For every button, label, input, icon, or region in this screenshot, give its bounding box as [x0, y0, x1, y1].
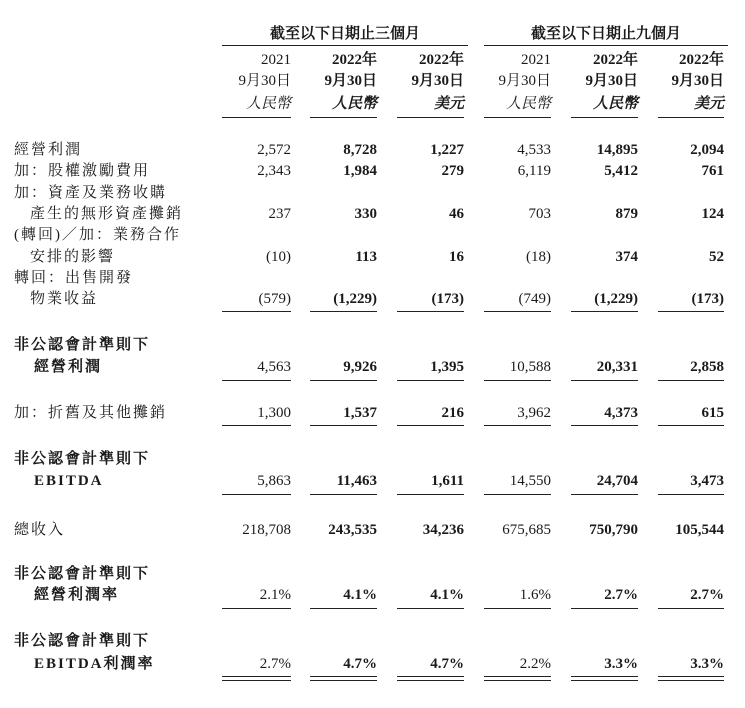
table-cell: 1,984 [343, 163, 377, 179]
table-cell: 3.3% [604, 656, 638, 672]
column-header-year: 2022年 [331, 52, 377, 68]
subtotal-rule [484, 494, 551, 495]
table-cell: 52 [709, 249, 724, 265]
table-cell: 3,962 [517, 405, 551, 421]
table-cell: 6,119 [517, 163, 551, 179]
row-label: 加：折舊及其他攤銷 [14, 405, 168, 421]
row-label: 經營利潤 [14, 142, 83, 158]
table-cell: 374 [615, 249, 638, 265]
table-cell: 4.1% [343, 587, 377, 603]
table-cell: 750,790 [589, 522, 638, 538]
total-double-rule [222, 676, 291, 681]
table-cell: 703 [528, 206, 551, 222]
table-cell: 20,331 [596, 359, 638, 375]
subtotal-rule [310, 608, 377, 609]
column-header-date: 9月30日 [238, 73, 291, 89]
table-cell: 105,544 [675, 522, 724, 538]
table-cell: 124 [701, 206, 724, 222]
subtotal-rule [310, 311, 377, 312]
table-cell: 2.2% [519, 656, 551, 672]
subtotal-rule [310, 380, 377, 381]
table-cell: 2.7% [604, 587, 638, 603]
column-header-date: 9月30日 [585, 73, 638, 89]
column-header-currency: 人民幣 [592, 96, 638, 112]
subtotal-rule [397, 608, 464, 609]
table-cell: (579) [258, 291, 291, 307]
table-cell: 24,704 [596, 473, 638, 489]
row-label: 總收入 [14, 522, 66, 538]
column-header-date: 9月30日 [411, 73, 464, 89]
table-cell: 237 [268, 206, 291, 222]
table-cell: 2,572 [257, 142, 291, 158]
column-header-underline [484, 117, 551, 118]
table-cell: 2.7% [690, 587, 724, 603]
subtotal-rule [397, 425, 464, 426]
table-cell: 4,373 [604, 405, 638, 421]
table-cell: 1,537 [343, 405, 377, 421]
table-cell: 216 [441, 405, 464, 421]
column-header-year: 2022年 [592, 52, 638, 68]
subtotal-rule [484, 425, 551, 426]
row-label: 經營利潤率 [34, 587, 120, 603]
table-cell: 615 [701, 405, 724, 421]
subtotal-rule [397, 494, 464, 495]
table-cell: 5,863 [257, 473, 291, 489]
table-cell: 2.1% [259, 587, 291, 603]
table-cell: 5,412 [604, 163, 638, 179]
column-header-underline [222, 117, 291, 118]
subtotal-rule [310, 494, 377, 495]
table-cell: 34,236 [422, 522, 464, 538]
column-header-underline [310, 117, 377, 118]
row-label: (轉回)／加：業務合作 [14, 227, 181, 243]
subtotal-rule [222, 608, 291, 609]
table-cell: (173) [691, 291, 724, 307]
column-header-year: 2022年 [418, 52, 464, 68]
total-double-rule [484, 676, 551, 681]
row-label: 加：股權激勵費用 [14, 163, 151, 179]
table-cell: 10,588 [509, 359, 551, 375]
row-label: 加：資產及業務收購 [14, 185, 168, 201]
table-cell: (173) [431, 291, 464, 307]
row-label: 經營利潤 [34, 359, 103, 375]
table-cell: 4.1% [430, 587, 464, 603]
subtotal-rule [484, 608, 551, 609]
row-label: 非公認會計準則下 [14, 566, 151, 582]
subtotal-rule [222, 425, 291, 426]
subtotal-rule [222, 311, 291, 312]
table-cell: 1,611 [431, 473, 464, 489]
row-label: 非公認會計準則下 [14, 337, 151, 353]
table-cell: 1,227 [430, 142, 464, 158]
subtotal-rule [658, 311, 724, 312]
subtotal-rule [397, 380, 464, 381]
table-cell: 2,343 [257, 163, 291, 179]
column-header-underline [658, 117, 724, 118]
table-cell: 46 [449, 206, 464, 222]
table-cell: 11,463 [336, 473, 377, 489]
subtotal-rule [397, 311, 464, 312]
column-header-date: 9月30日 [498, 73, 551, 89]
subtotal-rule [484, 311, 551, 312]
header-underline-3m [222, 45, 468, 46]
subtotal-rule [658, 425, 724, 426]
column-header-currency: 美元 [693, 96, 724, 112]
subtotal-rule [571, 311, 638, 312]
row-label: EBITDA利潤率 [34, 656, 155, 672]
column-header-date: 9月30日 [671, 73, 724, 89]
row-label: EBITDA [34, 473, 104, 489]
total-double-rule [571, 676, 638, 681]
table-cell: 3.3% [690, 656, 724, 672]
total-double-rule [658, 676, 724, 681]
column-header-currency: 人民幣 [331, 96, 377, 112]
row-label: 物業收益 [30, 291, 99, 307]
table-cell: 279 [441, 163, 464, 179]
column-header-year: 2021 [521, 52, 551, 68]
table-cell: 113 [355, 249, 377, 265]
table-cell: (10) [266, 249, 291, 265]
header-underline-9m [484, 45, 728, 46]
subtotal-rule [222, 380, 291, 381]
row-label: 非公認會計準則下 [14, 451, 151, 467]
table-cell: 4.7% [343, 656, 377, 672]
table-cell: (1,229) [333, 291, 377, 307]
table-cell: 218,708 [242, 522, 291, 538]
column-header-underline [397, 117, 464, 118]
table-cell: 16 [449, 249, 464, 265]
table-cell: 761 [701, 163, 724, 179]
table-cell: 8,728 [343, 142, 377, 158]
subtotal-rule [571, 380, 638, 381]
subtotal-rule [571, 494, 638, 495]
row-label: 安排的影響 [30, 249, 116, 265]
header-nine-months: 截至以下日期止九個月 [530, 26, 681, 42]
table-cell: 2,858 [690, 359, 724, 375]
row-label: 非公認會計準則下 [14, 633, 151, 649]
table-cell: 330 [354, 206, 377, 222]
table-cell: 675,685 [502, 522, 551, 538]
row-label: 產生的無形資產攤銷 [30, 206, 184, 222]
subtotal-rule [222, 494, 291, 495]
table-cell: 4,533 [517, 142, 551, 158]
header-three-months: 截至以下日期止三個月 [269, 26, 420, 42]
column-header-underline [571, 117, 638, 118]
table-cell: 4,563 [257, 359, 291, 375]
column-header-currency: 人民幣 [505, 96, 551, 112]
subtotal-rule [571, 608, 638, 609]
column-header-year: 2021 [261, 52, 291, 68]
column-header-year: 2022年 [678, 52, 724, 68]
table-cell: 4.7% [430, 656, 464, 672]
table-cell: 14,895 [596, 142, 638, 158]
table-cell: 2,094 [690, 142, 724, 158]
row-label: 轉回：出售開發 [14, 270, 134, 286]
table-cell: 14,550 [509, 473, 551, 489]
subtotal-rule [658, 608, 724, 609]
total-double-rule [310, 676, 377, 681]
table-cell: 3,473 [690, 473, 724, 489]
table-cell: 2.7% [259, 656, 291, 672]
total-double-rule [397, 676, 464, 681]
table-cell: 879 [615, 206, 638, 222]
table-cell: 1.6% [519, 587, 551, 603]
subtotal-rule [484, 380, 551, 381]
column-header-currency: 人民幣 [245, 96, 291, 112]
table-cell: 1,395 [430, 359, 464, 375]
column-header-date: 9月30日 [324, 73, 377, 89]
table-cell: 9,926 [343, 359, 377, 375]
table-cell: 1,300 [257, 405, 291, 421]
table-cell: (749) [518, 291, 551, 307]
subtotal-rule [658, 380, 724, 381]
subtotal-rule [571, 425, 638, 426]
table-cell: 243,535 [328, 522, 377, 538]
table-cell: (18) [526, 249, 551, 265]
column-header-currency: 美元 [433, 96, 464, 112]
subtotal-rule [310, 425, 377, 426]
table-cell: (1,229) [594, 291, 638, 307]
subtotal-rule [658, 494, 724, 495]
